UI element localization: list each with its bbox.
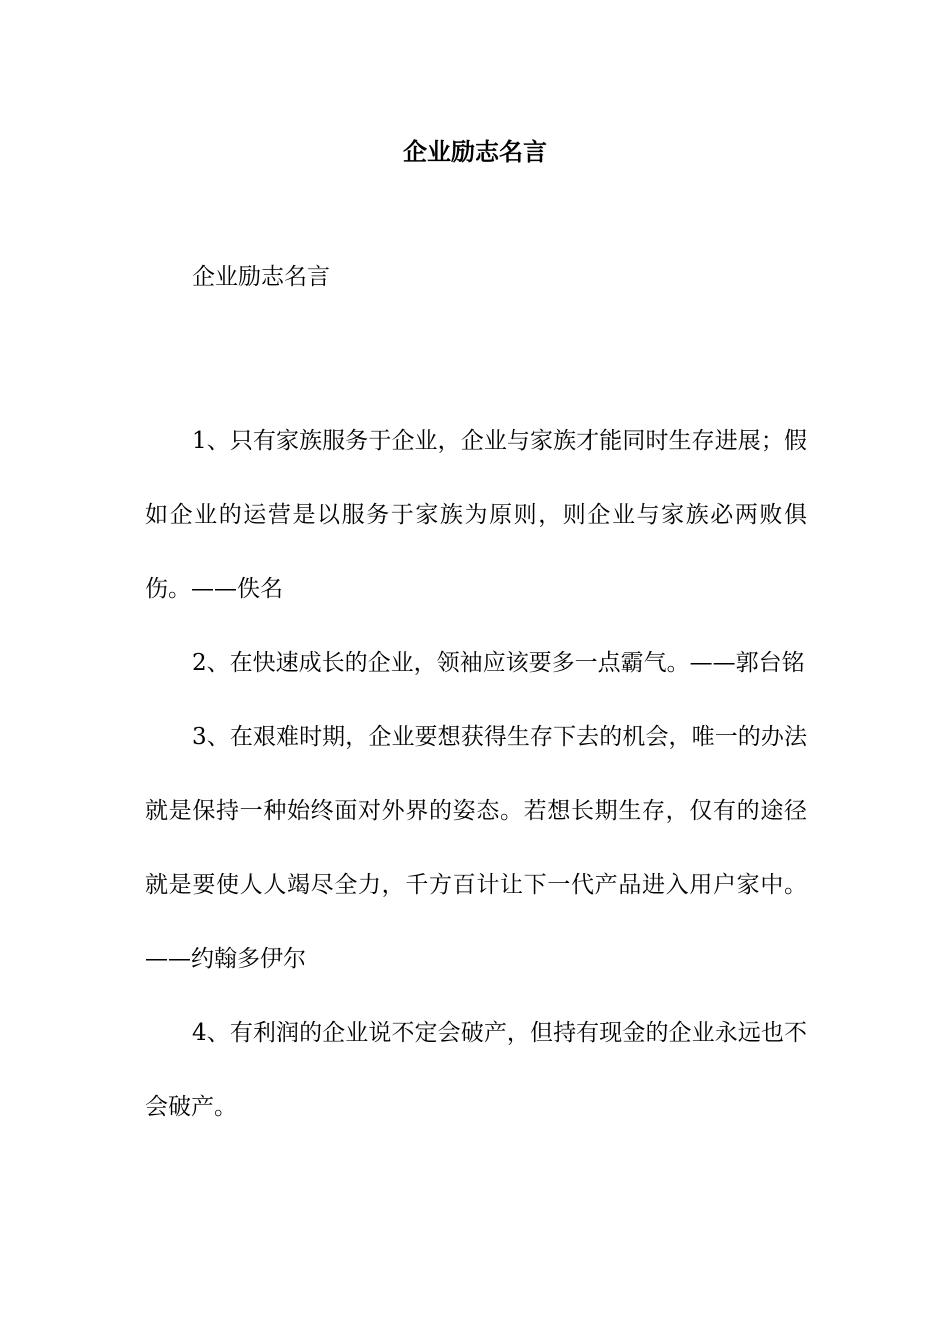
document-title: 企业励志名言 (403, 137, 547, 166)
document-subtitle: 企业励志名言 (192, 264, 330, 290)
quote-paragraph-3: 3、在艰难时期，企业要想获得生存下去的机会，唯一的办法就是保持一种始终面对外界的姿态。若想长期生存，仅有的途径就是要使人人竭尽全力，千方百计让下一代产品进入用户家中。——约翰多伊尔 (145, 724, 807, 972)
quote-paragraph-1: 1、只有家族服务于企业，企业与家族才能同时生存进展；假如企业的运营是以服务于家族为原则，则企业与家族必两败俱伤。——佚名 (145, 428, 807, 602)
quote-paragraph-4: 4、有利润的企业说不定会破产，但持有现金的企业永远也不会破产。 (145, 1020, 807, 1120)
document-body (145, 404, 807, 1144)
quote-paragraph-2: 2、在快速成长的企业，领袖应该要多一点霸气。——郭台铭 (192, 650, 805, 676)
